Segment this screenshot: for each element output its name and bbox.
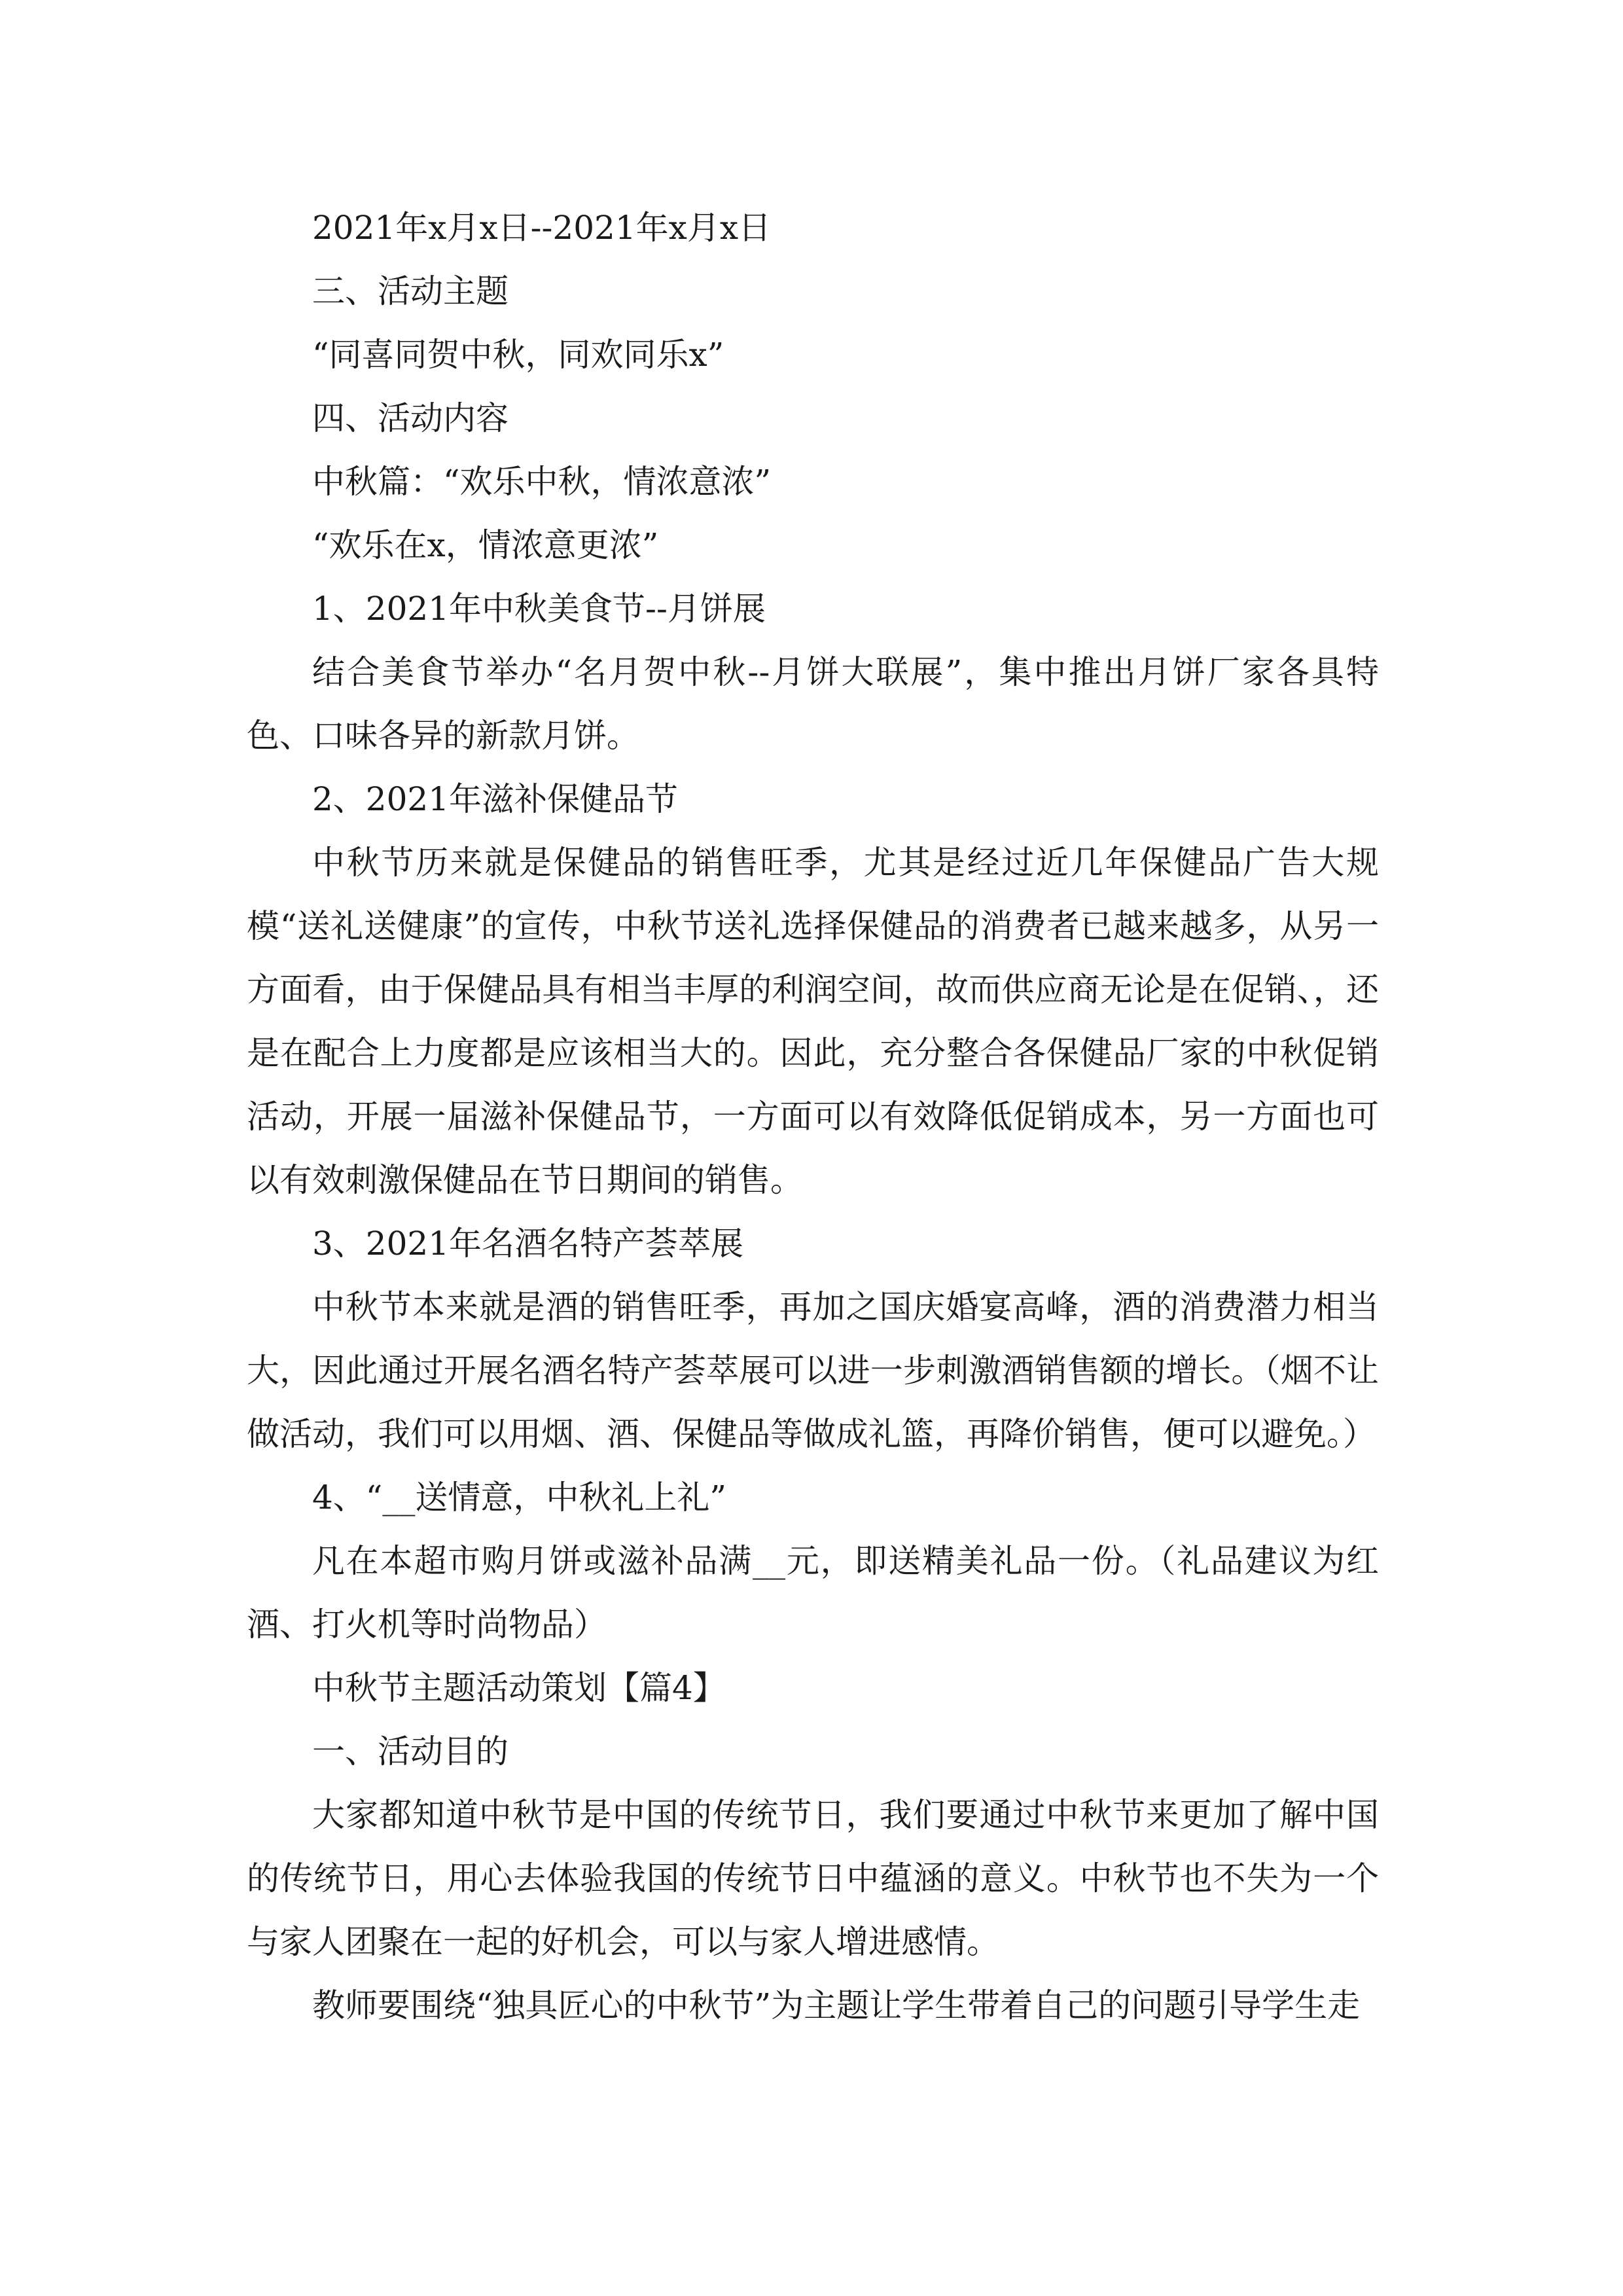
paragraph-item-2: 中秋节历来就是保健品的销售旺季，尤其是经过近几年保健品广告大规模“送礼送健康”的宣传，中秋节送礼选择保健品的消费者已越来越多，从另一方面看，由于保健品具有相当丰厚的利润空间，故而供应商无论是在促销、，还是在配合上力度都是应该相当大的。因此，充分整合各保健品厂家的中秋促销活动，开展一届滋补保健品节，一方面可以有效降低促销成本，另一方面也可以有效刺激保健品在节日期间的销售。 [247,844,1379,1199]
paragraph-item-3: 中秋节本来就是酒的销售旺季，再加之国庆婚宴高峰，酒的消费潜力相当大，因此通过开展名酒名特产荟萃展可以进一步刺激酒销售额的增长。（烟不让做活动，我们可以用烟、酒、保健品等做成礼篮，再降价销售，便可以避免。） [247,1288,1379,1453]
paragraph-item-4: 凡在本超市购月饼或滋补品满__元，即送精美礼品一份。（礼品建议为红酒、打火机等时尚物品） [247,1542,1379,1643]
paragraph-mid-autumn-section: 中秋篇：“欢乐中秋，情浓意浓” [312,463,772,501]
heading-item-1: 1、2021年中秋美食节--月饼展 [312,590,766,628]
document-body [247,196,1379,2037]
heading-activity-purpose: 一、活动目的 [312,1732,508,1770]
paragraph-purpose: 大家都知道中秋节是中国的传统节日，我们要通过中秋节来更加了解中国的传统节日，用心去体验我国的传统节日中蕴涵的意义。中秋节也不失为一个与家人团聚在一起的好机会，可以与家人增进感情。 [247,1796,1379,1961]
heading-item-2: 2、2021年滋补保健品节 [312,780,679,818]
heading-activity-content: 四、活动内容 [312,399,508,437]
paragraph-date-range: 2021年x月x日--2021年x月x日 [312,209,772,247]
heading-part-4: 中秋节主题活动策划【篇4】 [312,1669,726,1707]
heading-activity-theme: 三、活动主题 [312,272,508,310]
heading-item-3: 3、2021年名酒名特产荟萃展 [312,1225,744,1263]
paragraph-slogan-joy: “欢乐在x，情浓意更浓” [312,526,659,564]
paragraph-teacher: 教师要围绕“独具匠心的中秋节”为主题让学生带着自己的问题引导学生走 [312,1986,1361,2024]
paragraph-theme-slogan: “同喜同贺中秋，同欢同乐x” [312,336,724,374]
paragraph-item-1: 结合美食节举办“名月贺中秋--月饼大联展”，集中推出月饼厂家各具特色、口味各异的新款月饼。 [247,653,1379,755]
heading-item-4: 4、“__送情意，中秋礼上礼” [312,1479,726,1516]
